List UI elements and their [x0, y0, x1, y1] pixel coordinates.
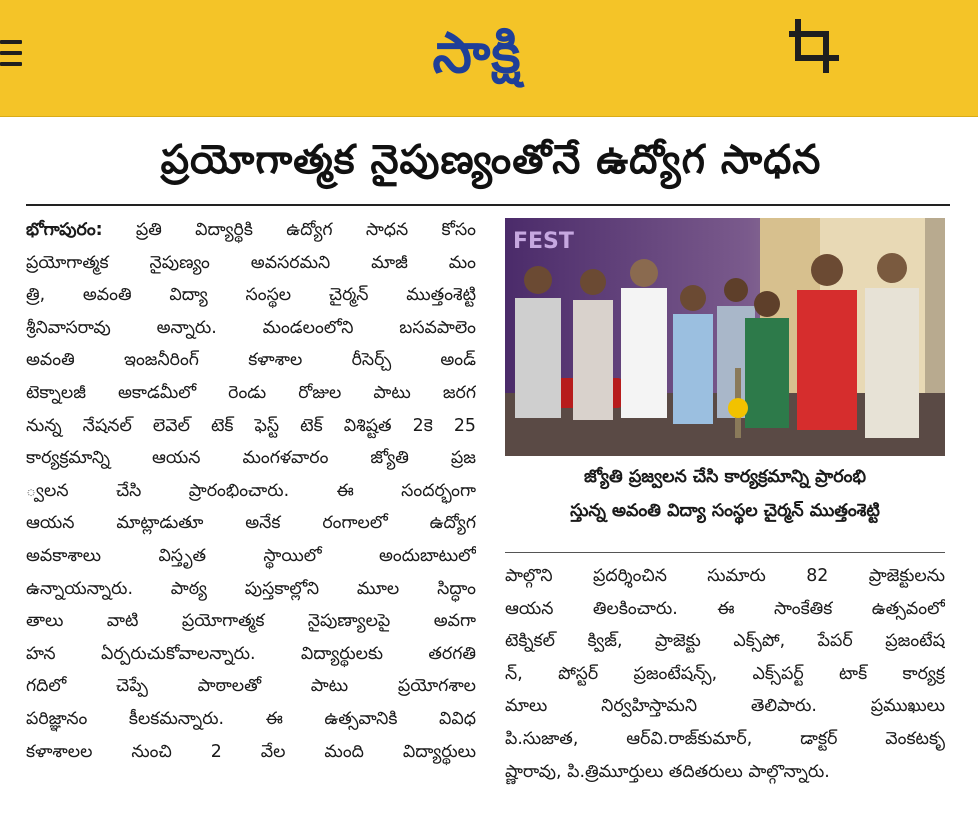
body-line: గదిలో చెప్పే పాఠాలతో పాటు ప్రయోగశాల: [26, 676, 476, 697]
body-line: కళాశాలల నుంచి 2 వేల మంది విద్యార్థులు: [26, 741, 476, 762]
caption-line: జ్యోతి ప్రజ్వలన చేసి కార్యక్రమాన్ని ప్రారంభి: [584, 467, 866, 487]
hamburger-menu-icon[interactable]: [0, 40, 26, 74]
body-line: ప్రయోగాత్మక నైపుణ్యం అవసరమని మాజీ మం: [26, 252, 476, 273]
headline-divider: [26, 204, 950, 206]
article-headline: ప్రయోగాత్మక నైపుణ్యంతోనే ఉద్యోగ సాధన: [160, 137, 822, 183]
body-line: మాలు నిర్వహిస్తామని తెలిపారు. ప్రముఖులు: [505, 696, 945, 717]
body-line: ఉన్నాయన్నారు. పాఠ్య పుస్తకాల్లోని మూల సిద్ధాం: [26, 578, 476, 599]
body-line: టెక్నికల్ క్విజ్, ప్రాజెక్టు ఎక్స్‌పో, పేపర్ ప్రజంటేష: [505, 631, 945, 652]
body-line-text: ప్రతి విద్యార్థికి ఉద్యోగ సాధన కోసం: [102, 220, 476, 240]
caption-divider: [505, 552, 945, 553]
body-line: పి.సుజాత, ఆర్‌వి.రాజ్‌కుమార్, డాక్టర్ వెంకటకృ: [505, 728, 945, 749]
body-line: హన ఏర్పరుచుకోవాలన్నారు. విద్యార్థులకు తరగతి: [26, 643, 476, 664]
body-line: ఆయన తిలకించారు. ఈ సాంకేతిక ఉత్సవంలో: [505, 598, 945, 619]
article-body-left: [26, 214, 476, 768]
body-line: ఆయన మాట్లాడుతూ అనేక రంగాలలో ఉద్యోగ: [26, 513, 476, 534]
banner-text: FEST: [513, 229, 574, 254]
body-line: అవకాశాలు విస్తృత స్థాయిలో అందుబాటులో: [26, 545, 476, 566]
photo-caption: [505, 460, 945, 552]
body-line: కార్యక్రమాన్ని ఆయన మంగళవారం జ్యోతి ప్రజ: [26, 448, 476, 469]
body-line: టెక్నాలజీ అకాడమీలో రెండు రోజుల పాటు జరగ: [26, 382, 476, 403]
brand-logo[interactable]: సాక్షి: [432, 21, 522, 86]
body-line: న్, పోస్టర్ ప్రజంటేషన్స్, ఎక్స్‌పర్ట్ టాక్ కార్యక్ర: [505, 663, 945, 684]
body-line: అవంతి ఇంజనీరింగ్ కళాశాల రీసెర్చ్ అండ్: [26, 350, 476, 371]
body-line: ్వలన చేసి ప్రారంభించారు. ఈ సందర్భంగా: [26, 480, 476, 501]
crop-icon[interactable]: [786, 16, 844, 74]
event-photo: [505, 218, 945, 456]
body-line: ష్ణారావు, పి.త్రిమూర్తులు తదితరులు పాల్గొన్నారు.: [505, 761, 830, 782]
body-line: నున్న నేషనల్ లెవెల్ టెక్ ఫెస్ట్ టెక్ విశిష్టత 2కె 25: [26, 415, 476, 436]
dateline: భోగాపురం:: [26, 220, 103, 240]
body-line: [26, 214, 476, 247]
body-line: తాలు వాటి ప్రయోగాత్మక నైపుణ్యాలపై అవగా: [26, 611, 476, 632]
caption-line: స్తున్న అవంతి విద్యా సంస్థల చైర్మన్ ముత్తంశెట్టి: [570, 501, 880, 521]
event-photo-icon: [505, 218, 945, 456]
body-line: పాల్గొని ప్రదర్శించిన సుమారు 82 ప్రాజెక్టులను: [505, 566, 945, 586]
top-app-bar: [0, 0, 978, 117]
body-line: శ్రీనివాసరావు అన్నారు. మండలంలోని బసవపాలెం: [26, 317, 476, 338]
body-line: పరిజ్ఞానం కీలకమన్నారు. ఈ ఉత్సవానికి వివిధ: [26, 708, 476, 729]
body-line: త్రి, అవంతి విద్యా సంస్థల చైర్మన్ ముత్తంశెట్టి: [26, 285, 476, 306]
article-body-right: [505, 560, 945, 788]
